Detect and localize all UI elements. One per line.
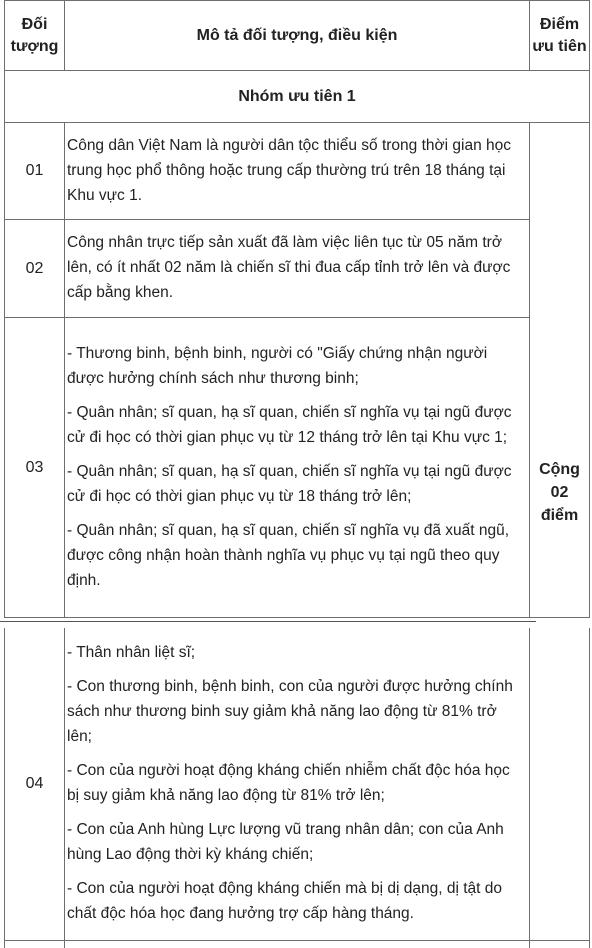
row-code: 01 (5, 123, 65, 220)
description-item: Công nhân trực tiếp sản xuất đã làm việc liên tục từ 05 năm trở lên, có ít nhất 02 năm là chiến sĩ thi đua cấp tỉnh trở lên và được cấp bằng khen. (67, 234, 511, 301)
description-item: - Con của người hoạt động kháng chiến nhiễm chất độc hóa học bị suy giảm khả năng lao động từ 81% trở lên; (67, 761, 510, 804)
group-row (5, 71, 590, 123)
priority-score-cell (530, 123, 590, 618)
table-row (5, 628, 590, 940)
group-title: Nhóm ưu tiên 1 (5, 71, 590, 123)
table-row (5, 123, 590, 220)
description-item: - Quân nhân; sĩ quan, hạ sĩ quan, chiến sĩ nghĩa vụ đã xuất ngũ, được công nhận hoàn thành nghĩa vụ phục vụ tại ngũ theo quy định. (67, 521, 510, 589)
table-row (5, 220, 590, 318)
description-item: - Con của Anh hùng Lực lượng vũ trang nhân dân; con của Anh hùng Lao động thời kỳ kháng chiến; (67, 820, 504, 863)
table-row (5, 318, 590, 618)
row-description (65, 628, 530, 940)
score-line2: 02 (550, 483, 569, 501)
priority-score-cell-continued (530, 628, 590, 940)
row-code: 03 (5, 318, 65, 618)
row-code: 02 (5, 220, 65, 318)
score-line1: Cộng (539, 460, 580, 478)
header-subject-line1: Đối (21, 15, 48, 33)
description-item: - Thân nhân liệt sĩ; (67, 643, 196, 661)
table-segment-bottom (0, 628, 592, 948)
table-row-partial (5, 940, 590, 948)
header-score-line1: Điểm (539, 15, 580, 33)
description-item: - Quân nhân; sĩ quan, hạ sĩ quan, chiến sĩ nghĩa vụ tại ngũ được cử đi học có thời gian phục vụ từ 18 tháng trở lên; (67, 462, 512, 505)
row-description (65, 220, 530, 318)
priority-table (4, 0, 590, 618)
header-score-line2: ưu tiên (532, 37, 587, 55)
header-description: Mô tả đối tượng, điều kiện (65, 1, 530, 71)
header-subject-line2: tượng (10, 37, 59, 55)
row-description (65, 318, 530, 618)
seam-divider (0, 621, 536, 622)
row-description (65, 123, 530, 220)
header-subject (5, 1, 65, 71)
partial-cell (530, 940, 590, 948)
partial-cell (5, 940, 65, 948)
row-code: 04 (5, 628, 65, 940)
description-item: - Thương binh, bệnh binh, người có "Giấy chứng nhận người được hưởng chính sách như thương binh; (67, 344, 488, 387)
description-item: - Con của người hoạt động kháng chiến mà bị dị dạng, dị tật do chất độc hóa học đang hưởng trợ cấp hàng tháng. (67, 879, 503, 922)
description-item: - Quân nhân; sĩ quan, hạ sĩ quan, chiến sĩ nghĩa vụ tại ngũ được cử đi học có thời gian phục vụ từ 12 tháng trở lên tại Khu vực 1; (67, 403, 512, 446)
description-item: Công dân Việt Nam là người dân tộc thiểu số trong thời gian học trung học phổ thông hoặc trung cấp thường trú trên 18 tháng tại Khu vực 1. (67, 136, 512, 204)
table-header-row (5, 1, 590, 71)
partial-cell (65, 940, 530, 948)
priority-table-continued (4, 628, 590, 948)
description-item: - Con thương binh, bệnh binh, con của người được hưởng chính sách như thương binh suy giảm khả năng lao động từ 81% trở lên; (67, 677, 513, 745)
header-priority-score (530, 1, 590, 71)
score-line3: điểm (540, 506, 579, 524)
